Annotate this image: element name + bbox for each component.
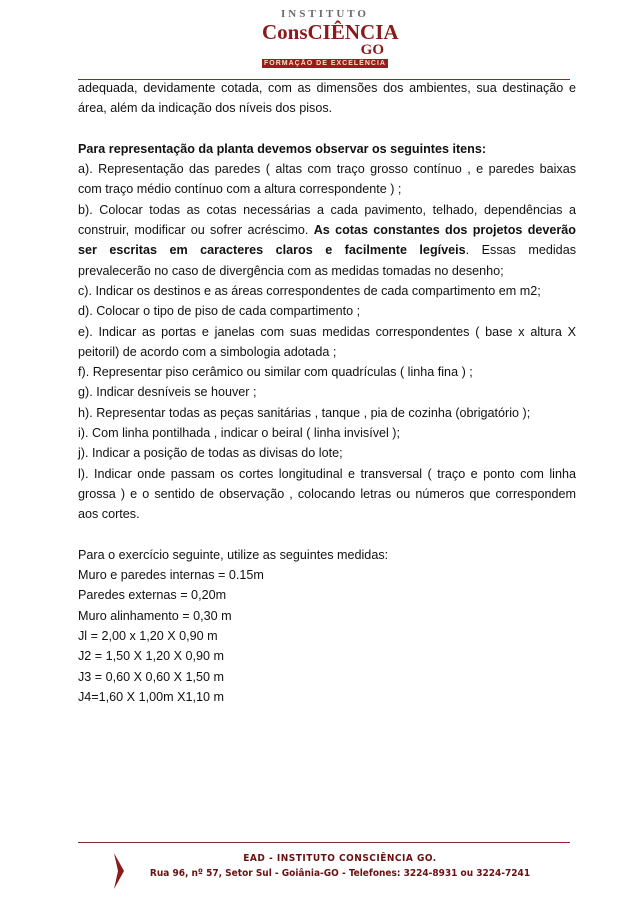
list-item-b-emphasis: As cotas constantes dos projetos deverão bbox=[313, 223, 576, 238]
list-item-l-cont: aos cortes. bbox=[78, 507, 140, 522]
list-item-d: d). Colocar o tipo de piso de cada compartimento ; bbox=[78, 304, 361, 319]
logo-top-text: INSTITUTO bbox=[281, 8, 369, 20]
chevron-right-icon bbox=[112, 851, 126, 891]
page-footer bbox=[140, 853, 540, 879]
footer-divider bbox=[78, 842, 570, 843]
list-item-e: e). Indicar as portas e janelas com suas medidas correspondentes ( base x altura X bbox=[78, 324, 576, 339]
logo-band-text: FORMAÇÃO DE EXCELÊNCIA bbox=[262, 59, 388, 68]
measurement-line: Muro e paredes internas = 0.15m bbox=[78, 568, 264, 583]
institute-logo bbox=[262, 8, 399, 78]
logo-main-text bbox=[262, 20, 399, 58]
list-item-b-cont bbox=[78, 240, 576, 260]
logo-main-word: ConsCIÊNCIA bbox=[262, 20, 399, 44]
measurement-line: J3 = 0,60 X 0,60 X 1,50 m bbox=[78, 669, 224, 684]
list-item-i: i). Com linha pontilhada , indicar o beiral ( linha invisível ); bbox=[78, 426, 400, 441]
list-item-h: h). Representar todas as peças sanitárias , tanque , pia de cozinha (obrigatório ); bbox=[78, 405, 531, 420]
list-item-c: c). Indicar os destinos e as áreas correspondentes de cada compartimento em m2; bbox=[78, 283, 541, 298]
list-item-b-text: construir, modificar ou sofrer acréscimo. bbox=[78, 223, 314, 238]
list-item-b-emphasis: ser escritas em caracteres claros e facilmente legíveis bbox=[78, 243, 466, 258]
list-item-a: a). Representação das paredes ( altas com traço grosso contínuo , e paredes baixas bbox=[78, 162, 576, 177]
paragraph-line: adequada, devidamente cotada, com as dimensões dos ambientes, sua destinação e bbox=[78, 81, 576, 95]
logo-go-text: GO bbox=[360, 42, 384, 58]
list-item-j: j). Indicar a posição de todas as divisas do lote; bbox=[78, 446, 343, 461]
measurement-line: J2 = 1,50 X 1,20 X 0,90 m bbox=[78, 649, 224, 664]
list-item-b-cont bbox=[78, 220, 576, 240]
list-item-e-cont: peitoril) de acordo com a simbologia adotada ; bbox=[78, 344, 337, 359]
list-item-b: b). Colocar todas as cotas necessárias a cada pavimento, telhado, dependências a bbox=[78, 202, 576, 217]
document-body bbox=[78, 78, 576, 707]
list-item-a-cont: com traço médio contínuo com a altura correspondente ) ; bbox=[78, 182, 402, 197]
list-item-b-text: . Essas medidas bbox=[465, 243, 576, 258]
list-item-l: l). Indicar onde passam os cortes longitudinal e transversal ( traço e ponto com linha bbox=[78, 466, 576, 481]
list-item-b-cont: prevalecerão no caso de divergência com as medidas tomadas no desenho; bbox=[78, 263, 504, 278]
measurement-line: Paredes externas = 0,20m bbox=[78, 588, 227, 603]
footer-title: EAD - INSTITUTO CONSCIÊNCIA GO. bbox=[243, 853, 437, 864]
measurement-line: J4=1,60 X 1,00m X1,10 m bbox=[78, 689, 224, 704]
footer-address: Rua 96, nº 57, Setor Sul - Goiânia-GO - Telefones: 3224-8931 ou 3224-7241 bbox=[149, 868, 531, 879]
measurement-line: Muro alinhamento = 0,30 m bbox=[78, 608, 232, 623]
section-heading: Para representação da planta devemos observar os seguintes itens: bbox=[78, 141, 487, 156]
list-item-g: g). Indicar desníveis se houver ; bbox=[78, 385, 257, 400]
measurement-line: Jl = 2,00 x 1,20 X 0,90 m bbox=[78, 629, 218, 644]
list-item-l-cont: grossa ) e o sentido de observação , colocando letras ou números que correspondem bbox=[78, 486, 576, 501]
exercise-intro: Para o exercício seguinte, utilize as seguintes medidas: bbox=[78, 547, 389, 562]
list-item-f: f). Representar piso cerâmico ou similar com quadrículas ( linha fina ) ; bbox=[78, 365, 473, 380]
paragraph-line: área, além da indicação dos níveis dos pisos. bbox=[78, 101, 333, 116]
